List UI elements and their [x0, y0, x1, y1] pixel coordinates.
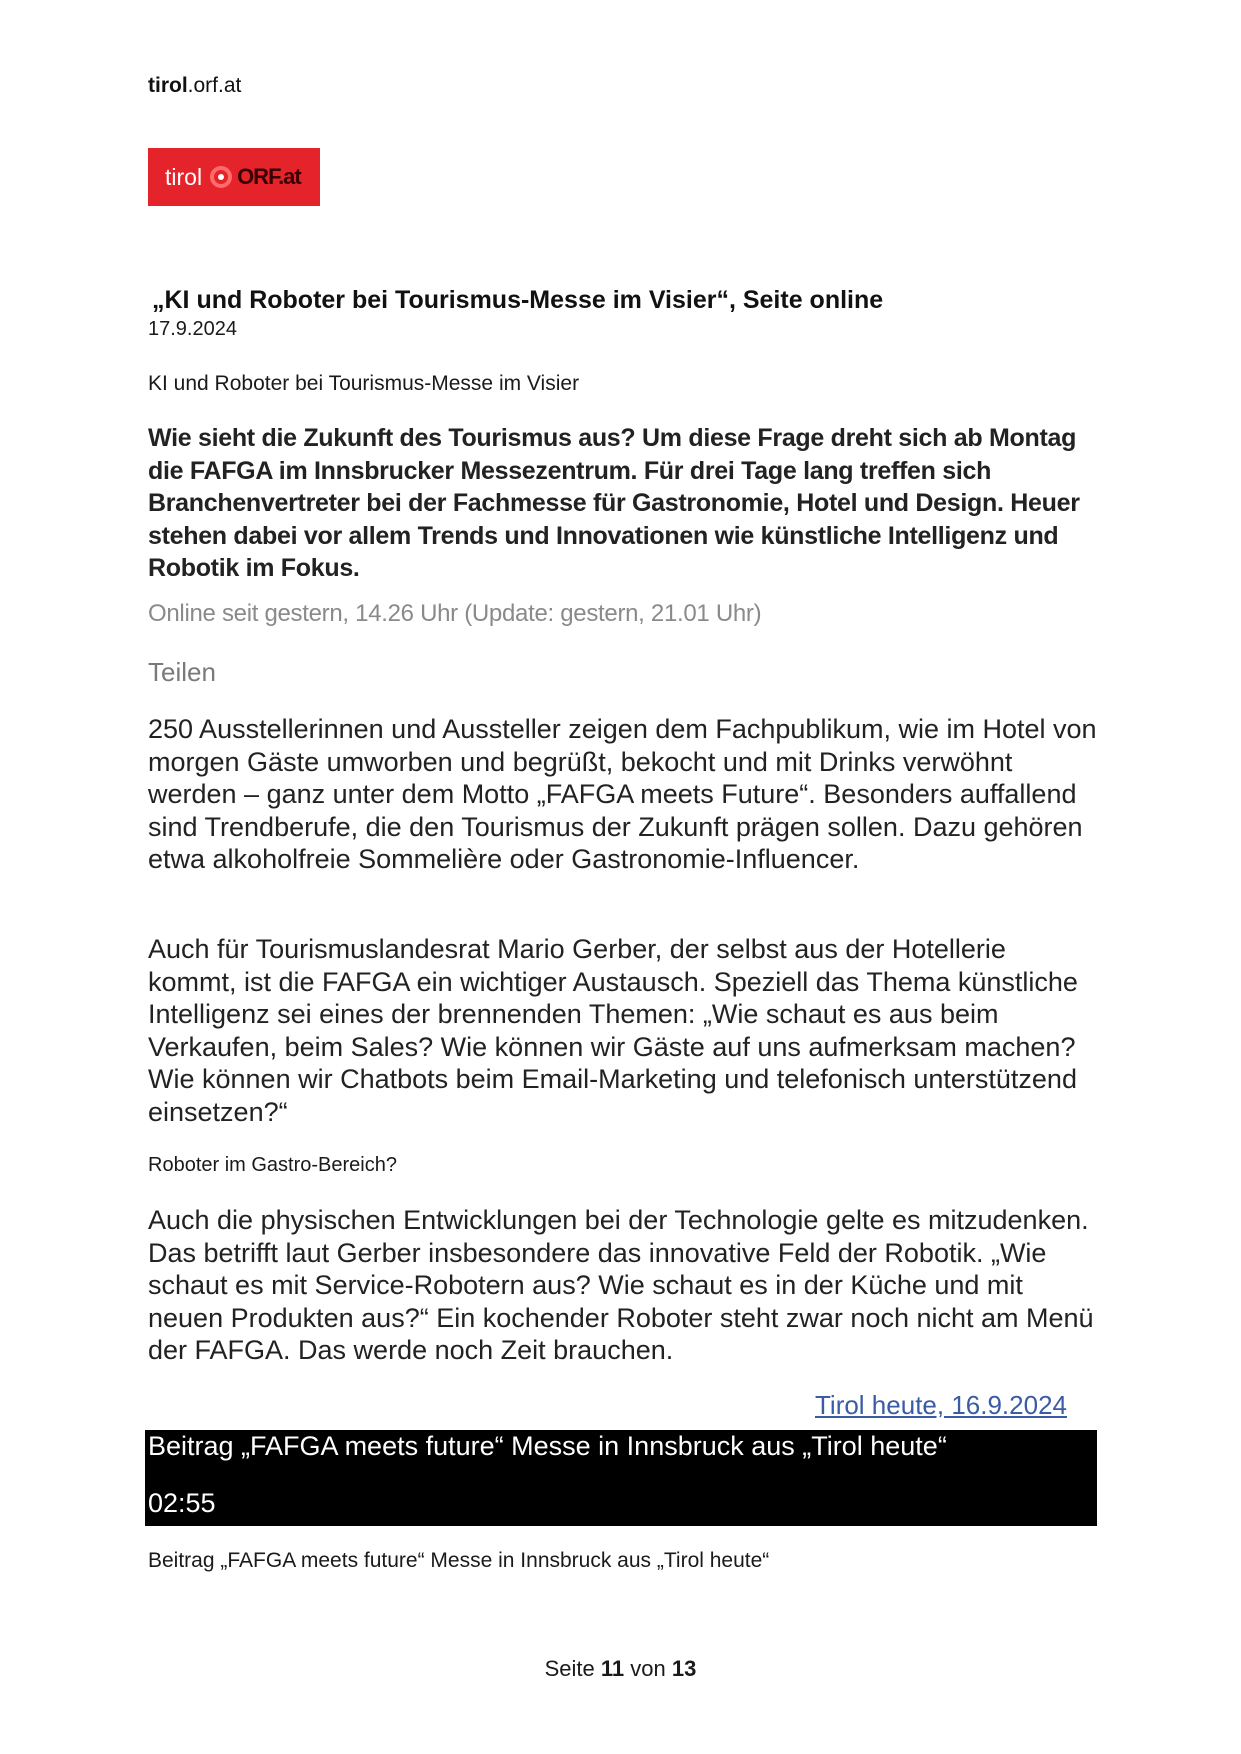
article-date: 17.9.2024 [148, 318, 237, 340]
page-footer [0, 1656, 1241, 1682]
article-paragraph-1: 250 Ausstellerinnen und Aussteller zeigen dem Fachpublikum, wie im Hotel von morgen Gäste umworben und begrüßt, bekocht und mit Drinks verwöhnt werden – ganz unter dem Motto „FAFGA meets Future“. Besonders auffallend sind Trendberufe, die den Tourismus der Zukunft prägen sollen. Dazu gehören etwa alkoholfreie Sommelière oder Gastronomie-Influencer. [148, 714, 1097, 874]
footer-page-number: 11 [600, 1656, 625, 1681]
article-lead: Wie sieht die Zukunft des Tourismus aus? Um diese Frage dreht sich ab Montag die FAFGA im Innsbrucker Messezentrum. Für drei Tage lang treffen sich Branchenvertreter bei der Fachmesse für Gastronomie, Hotel und Design. Heuer stehen dabei vor allem Trends und Innovationen wie künstliche Intelligenz und Robotik im Fokus. [148, 424, 1080, 582]
video-player[interactable] [145, 1430, 1097, 1526]
article-title: „KI und Roboter bei Tourismus-Messe im Visier“, Seite online [152, 286, 884, 314]
tirol-heute-link[interactable]: Tirol heute, 16.9.2024 [815, 1390, 1067, 1420]
logo-orf-text: ORF.at [237, 164, 301, 189]
tirol-orf-logo [148, 148, 320, 206]
article-subtitle: KI und Roboter bei Tourismus-Messe im Visier [148, 372, 580, 395]
share-button[interactable]: Teilen [148, 657, 216, 687]
article-paragraph-2: Auch für Tourismuslandesrat Mario Gerber, der selbst aus der Hotellerie kommt, ist die FAFGA ein wichtiger Austausch. Speziell das Thema künstliche Intelligenz sei eines der brennenden Themen: „Wie schaut es aus beim Verkaufen, beim Sales? Wie können wir Gäste auf uns aufmerksam machen? Wie können wir Chatbots beim Email-Marketing und telefonisch unterstützend einsetzen?“ [148, 934, 1078, 1127]
site-name-bold: tirol [148, 74, 188, 97]
orf-eye-icon [210, 166, 232, 188]
video-duration: 02:55 [148, 1488, 216, 1518]
footer-page-total: 13 [671, 1656, 697, 1681]
article-paragraph-3: Auch die physischen Entwicklungen bei der Technologie gelte es mitzudenken. Das betrifft laut Gerber insbesondere das innovative Feld der Robotik. „Wie schaut es mit Service-Robotern aus? Wie schaut es in der Küche und mit neuen Produkten aus?“ Ein kochender Roboter steht zwar noch nicht am Menü der FAFGA. Das werde noch Zeit brauchen. [148, 1205, 1094, 1365]
article-subheading: Roboter im Gastro-Bereich? [148, 1154, 397, 1176]
footer-prefix: Seite [544, 1656, 595, 1681]
site-header [148, 74, 241, 98]
video-title: Beitrag „FAFGA meets future“ Messe in Innsbruck aus „Tirol heute“ [148, 1431, 947, 1461]
footer-sep: von [630, 1656, 666, 1681]
video-caption: Beitrag „FAFGA meets future“ Messe in Innsbruck aus „Tirol heute“ [148, 1549, 770, 1572]
online-timestamp: Online seit gestern, 14.26 Uhr (Update: gestern, 21.01 Uhr) [148, 600, 762, 627]
logo-tirol-text: tirol [165, 163, 203, 190]
site-name-rest: .orf.at [187, 74, 242, 97]
